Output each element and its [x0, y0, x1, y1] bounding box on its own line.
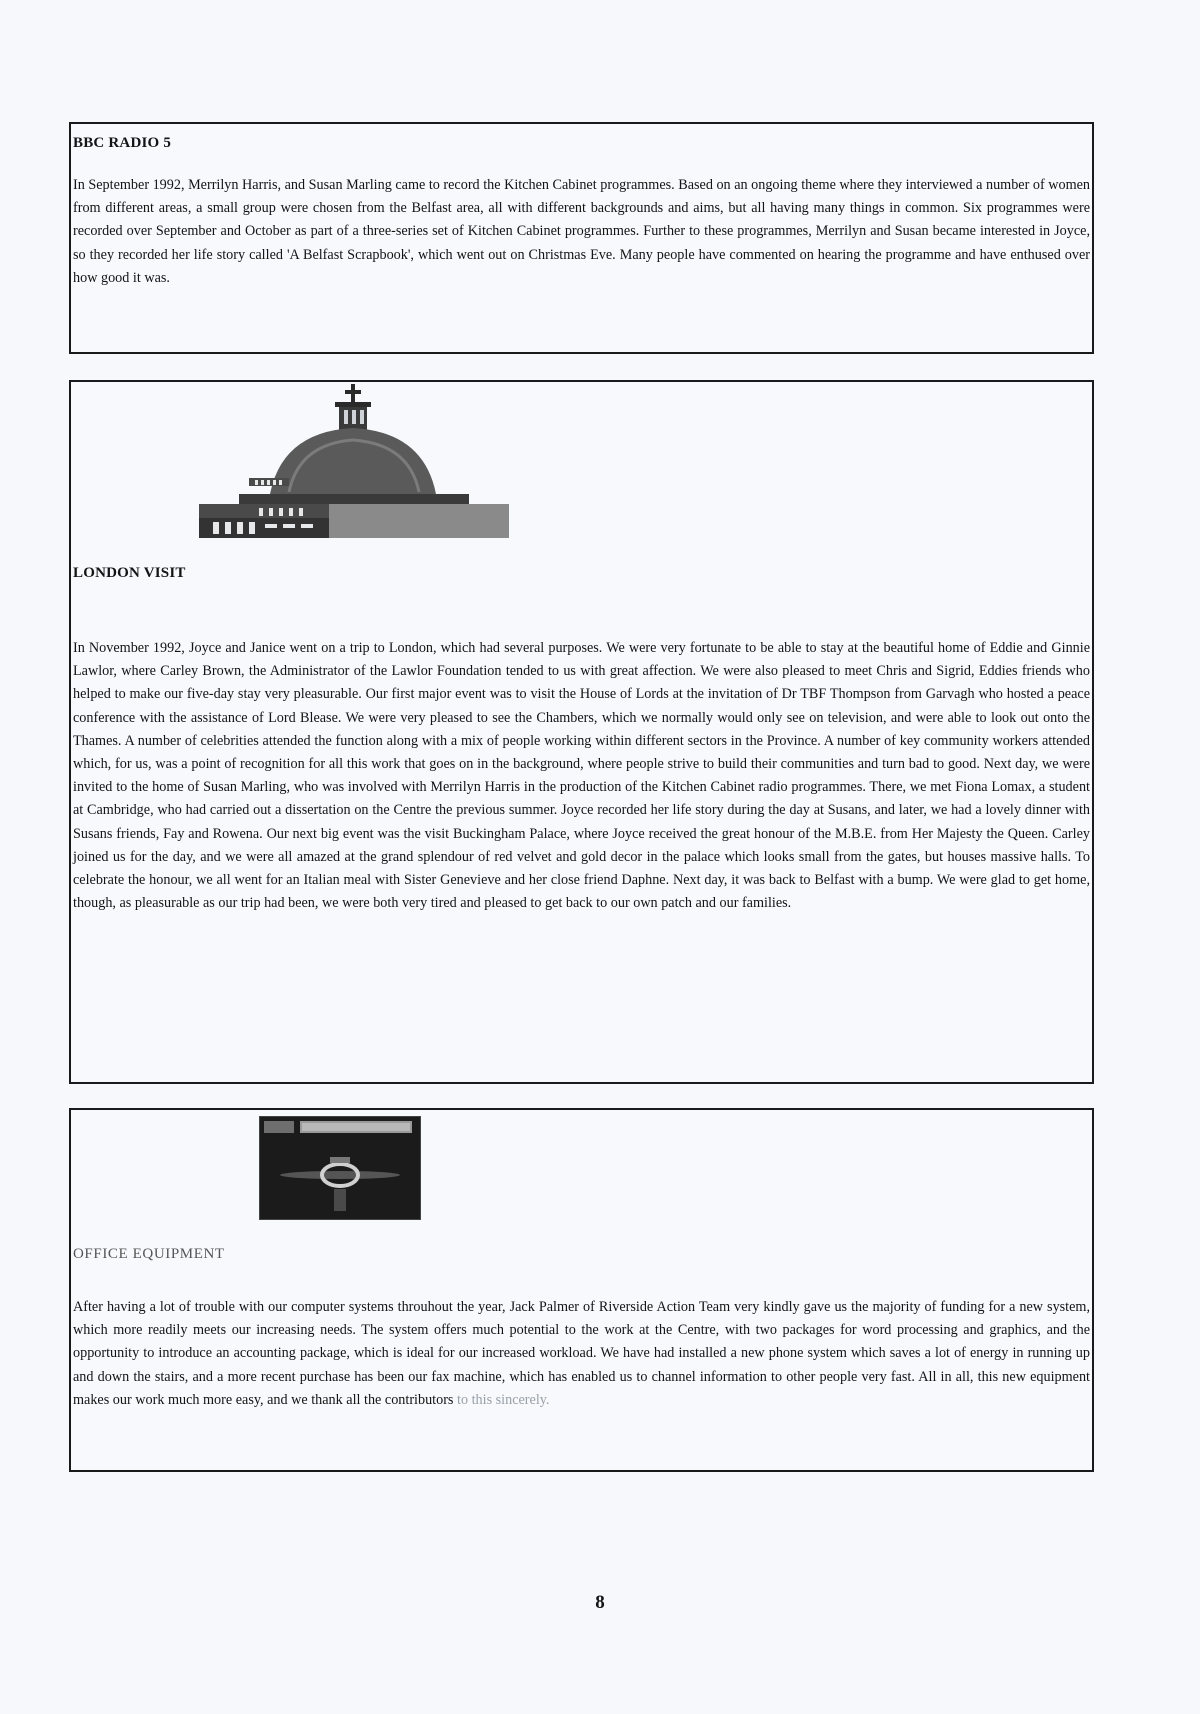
- body-faded: to this sincerely.: [453, 1391, 550, 1408]
- body-main: After having a lot of trouble with our computer systems throuhout the year, Jack Palmer of Riverside Action Team very kindly gave us the majority of funding for a new system, which more readily meets our increasing needs. The system offers much potential to the work at the Centre, with two packages for word processing and graphics, and the opportunity to introduce an accounting package, which is ideal for our increased workload. We have had installed a new phone system which saves a lot of energy in running up and down the stairs, and a more recent purchase has been our fax machine, which has enabled us to channel information to other people very fast. All in all, this new equipment makes our work much more easy, and we thank all the contributors: [73, 1299, 1090, 1408]
- office-equipment-section: [69, 1108, 1094, 1472]
- section-body: In September 1992, Merrilyn Harris, and Susan Marling came to record the Kitchen Cabinet programmes. Based on an ongoing theme where they interviewed a number of women from different areas, a small group were chosen from the Belfast area, all with different backgrounds and aims, but all having many things in common. Six programmes were recorded over September and October as part of a three-series set of Kitchen Cabinet programmes. Further to these programmes, Merrilyn and Susan became interested in Joyce, so they recorded her life story called 'A Belfast Scrapbook', which went out on Christmas Eve. Many people have commented on hearing the programme and have enthused over how good it was.: [73, 177, 1090, 286]
- section-body: In November 1992, Joyce and Janice went on a trip to London, which had several purposes. We were very fortunate to be able to stay at the beautiful home of Eddie and Ginnie Lawlor, where Carley Brown, the Administrator of the Lawlor Foundation tended to us with great affection. We were also pleased to meet Chris and Sigrid, Eddies friends who helped to make our five-day stay very pleasurable. Our first major event was to visit the House of Lords at the invitation of Dr TBF Thompson from Garvagh who hosted a peace conference with the assistance of Lord Blease. We were very pleased to see the Chambers, which we normally would only see on television, and were able to look out onto the Thames. A number of celebrities attended the function along with a mix of people working within different sectors in the Province. A number of key community workers attended which, for us, was a point of recognition for all this work that goes on in the background, where people strive to build their communities and turn bad to good. Next day, we were invited to the home of Susan Marling, who was involved with Merrilyn Harris in the production of the Kitchen Cabinet radio programmes. There, we met Fiona Lomax, a student at Cambridge, who had carried out a dissertation on the Centre the previous summer. Joyce recorded her life story during the day at Susans, and later, we had a lovely dinner with Susans friends, Fay and Rowena. Our next big event was the visit Buckingham Palace, where Joyce received the great honour of the M.B.E. from Her Majesty the Queen. Carley joined us for the day, and we were all amazed at the grand splendour of red velvet and gold decor in the palace which looks small from the gates, but houses massive halls. To celebrate the honour, we all went for an Italian meal with Sister Genevieve and her close friend Daphne. Next day, it was back to Belfast with a bump. We were glad to get home, though, as pleasurable as our trip had been, we were both very tired and pleased to get back to our own patch and our families.: [73, 640, 1090, 912]
- bbc-radio-section: [69, 122, 1094, 354]
- page-number: 8: [595, 1592, 605, 1613]
- dome-building-icon: [199, 382, 509, 540]
- section-body: [73, 1296, 1090, 1412]
- section-heading: LONDON VISIT: [73, 565, 186, 581]
- london-visit-section: [69, 380, 1094, 1084]
- section-heading: BBC RADIO 5: [73, 135, 172, 151]
- section-heading: OFFICE EQUIPMENT: [73, 1246, 225, 1262]
- computer-screen-icon: [259, 1116, 421, 1220]
